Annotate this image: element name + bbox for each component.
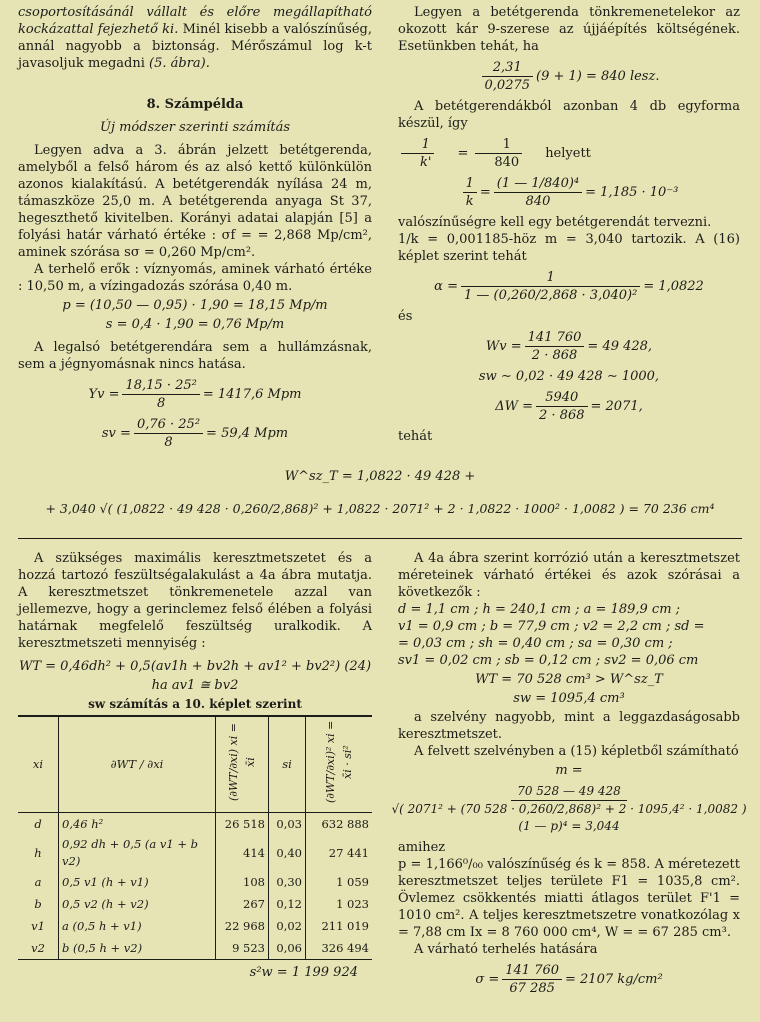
frac-1-kprime-num: 1 xyxy=(401,136,434,154)
equation-1k-lhs-den: k xyxy=(465,194,474,209)
table-head-derivative: ∂WT / ∂xi xyxy=(59,716,216,813)
four-beams-end: helyett xyxy=(545,146,591,161)
cell-si: 0,40 xyxy=(269,835,306,871)
frac-1-840-den: 840 xyxy=(494,155,520,170)
section-subtitle: Új módszer szerinti számítás xyxy=(99,120,291,135)
equation-Wv xyxy=(398,329,740,364)
equation-Wv-lhs: Wv = xyxy=(485,339,522,354)
paragraph-m-value: 1/k = 0,001185-höz m = 3,040 tartozik. A (16) képlet szerint tehát xyxy=(398,232,740,264)
table-head-si: si xyxy=(269,716,306,813)
table-body xyxy=(18,813,372,960)
equation-sigma-numerator: 141 760 xyxy=(502,962,562,980)
equation-sigma-fraction xyxy=(502,962,562,997)
paragraph-given: Legyen adva a 3. ábrán jelzett betétgerenda, amelyből a felső három és az alsó kettő különkülön azonos kialakítású. A betétgerendák nyílása 24 m, támaszköze 25,0 m. A betétgerenda anyaga St 37, hegeszthető kivitelben. Korányi adatai alapján [5] a folyási határ várható értéke : σf = = 2,868 Mp/cm², aminek szórása sσ = 0,260 Mp/cm². xyxy=(18,143,372,260)
paragraph-probability-result: p = 1,166⁰/₀₀ valószínűség és k = 858. A méretezett keresztmetszet teljes területe F1 = 1035,8 cm². Övlemez csökkentés miatti átlagos terület F'1 = 1010 cm². A teljes keresztmetszetre vonatkozólag x = 7,88 cm Ix = 8 760 000 cm⁴, W = = 67 285 cm³. xyxy=(398,857,740,940)
equation-Yv-lhs: Yv = xyxy=(88,387,120,402)
equation-m-numerator: 70 528 — 49 428 xyxy=(511,783,627,801)
table-row xyxy=(18,893,372,915)
equation-WT-result: WT = 70 528 cm³ > W^sz_T xyxy=(475,672,663,687)
equation-m-label: m = xyxy=(555,763,583,778)
equation-sv xyxy=(18,416,372,451)
cell-derivative-value: 9 523 xyxy=(216,937,269,960)
cell-variance: 27 441 xyxy=(306,835,373,871)
equation-alpha-lhs: α = xyxy=(434,279,458,294)
cell-si: 0,02 xyxy=(269,915,306,937)
equation-dW-rhs: = 2071, xyxy=(590,399,643,414)
equation-alpha-denominator: 1 — (0,260/2,868 · 3,040)² xyxy=(463,288,638,303)
left-column-top xyxy=(18,4,372,455)
cell-variable: a xyxy=(34,874,42,889)
cell-si: 0,03 xyxy=(269,813,306,836)
paragraph-probability: valószínűségre kell egy betétgerendát tervezni. xyxy=(398,215,712,230)
equation-1k-lhs xyxy=(463,175,477,210)
paragraph-loads: A terhelő erők : víznyomás, aminek várható értéke : 10,50 m, a vízingadozás szórása 0,40 m. xyxy=(18,262,372,294)
equation-1k: $\frac{1}{k}$ = $\frac{\text{(1 — 1/840)⁴}}{840}$ = 1,185 · 10⁻³ xyxy=(398,175,740,210)
table-head-derivative-value-text: (∂WT/∂xi) xi = x̄i xyxy=(227,723,257,801)
equation-condition: ha av1 ≅ bv2 xyxy=(151,678,239,693)
word-es: és xyxy=(398,309,413,324)
section-title: 8. Számpélda xyxy=(146,97,244,112)
equation-dW-lhs: ΔW = xyxy=(495,399,534,414)
paragraph-four-beams: A betétgerendákból azonban 4 db egyforma készül, így $\frac{1}{k'}$ = $\frac{1}{840}$ helyett xyxy=(398,99,740,170)
table-row xyxy=(18,835,372,871)
equation-Yv-rhs: = 1417,6 Mpm xyxy=(202,387,302,402)
equation-sw-result: sw = 1095,4 cm³ xyxy=(513,691,625,706)
table-row xyxy=(18,937,372,960)
equation-dW-denominator: 2 · 868 xyxy=(539,408,585,423)
values-line-3: = 0,03 cm ; sh = 0,40 cm ; sa = 0,30 cm ; xyxy=(398,636,673,651)
cell-si: 0,30 xyxy=(269,871,306,893)
cell-derivative: 0,5 v2 (h + v2) xyxy=(59,893,216,915)
paragraph-section-larger: a szelvény nagyobb, mint a leggazdaságosabb keresztmetszet. xyxy=(398,710,740,742)
table-sum: s²w = 1 199 924 xyxy=(249,965,358,980)
intro-italic: csoportosításánál vállalt és előre megállapítható kockázattal fejezhető ki. xyxy=(18,5,372,37)
cell-derivative: a (0,5 h + v1) xyxy=(59,915,216,937)
equation-WT: WT = 0,46dh² + 0,5(av1h + bv2h + av1² + bv2²) (24) xyxy=(18,659,372,674)
equation-Wv-numerator: 141 760 xyxy=(525,329,585,347)
paragraph-cross-section: A szükséges maximális keresztmetszetet és a hozzá tartozó feszültségalakulást a 4a ábra mutatja. A keresztmetszet tönkremenetele azzal van jellemezve, hogy a gerinclemez felső élében a folyási határnak megfelelő feszültség uralkodik. A keresztmetszeti mennyiség : xyxy=(18,551,372,651)
equation-Wv-rhs: = 49 428, xyxy=(587,339,653,354)
equation-m-result: (1 — p)⁴ = 3,044 xyxy=(518,819,620,833)
equation-dW xyxy=(398,389,740,424)
equation-dW-fraction xyxy=(536,389,587,424)
cell-variable: b xyxy=(34,896,42,911)
equation-Wv-denominator: 2 · 868 xyxy=(531,348,578,363)
cell-variable: d xyxy=(34,816,42,831)
cell-derivative-value: 108 xyxy=(216,871,269,893)
equation-840-numerator: 2,31 xyxy=(482,59,534,77)
equation-Yv-numerator: 18,15 · 25² xyxy=(122,377,199,395)
cell-derivative-value: 267 xyxy=(216,893,269,915)
cell-derivative-value: 26 518 xyxy=(216,813,269,836)
word-tehat: tehát xyxy=(398,429,433,444)
cell-variable: v2 xyxy=(18,937,59,960)
equation-sigma-denominator: 67 285 xyxy=(509,981,555,996)
equation-Wv-fraction xyxy=(525,329,585,364)
cell-derivative: 0,92 dh + 0,5 (a v1 + b v2) xyxy=(59,835,216,871)
left-column-bottom xyxy=(18,550,372,981)
equation-wide-line1: W^sz_T = 1,0822 · 49 428 + xyxy=(284,469,476,484)
paragraph-computable: A felvett szelvényben a (15) képletből számítható xyxy=(414,744,739,759)
table-caption: sw számítás a 10. képlet szerint xyxy=(88,697,302,711)
cell-derivative: b (0,5 h + v2) xyxy=(59,937,216,960)
equation-alpha-numerator: 1 xyxy=(461,269,640,287)
equation-1k-lhs-num: 1 xyxy=(463,175,477,193)
values-line-1: d = 1,1 cm ; h = 240,1 cm ; a = 189,9 cm ; xyxy=(398,602,681,617)
equation-sw-approx: sw ∼ 0,02 · 49 428 ∼ 1000, xyxy=(478,369,660,384)
values-line-2: v1 = 0,9 cm ; b = 77,9 cm ; v2 = 2,2 cm ; sd = xyxy=(398,619,705,634)
equation-1k-denominator: 840 xyxy=(525,194,551,209)
table-row xyxy=(18,871,372,893)
equation-Yv xyxy=(18,377,372,412)
frac-1-kprime-den: k' xyxy=(420,155,432,170)
frac-1-840 xyxy=(475,136,522,171)
cell-si: 0,12 xyxy=(269,893,306,915)
paragraph-bottom-beam: A legalsó betétgerendára sem a hullámzásnak, sem a jégnyomásnak nincs hatása. xyxy=(18,340,372,372)
cell-variance: 632 888 xyxy=(306,813,373,836)
intro-paragraph xyxy=(18,4,372,72)
four-beams-text: A betétgerendákból azonban 4 db egyforma készül, így xyxy=(398,99,740,131)
equation-sv-denominator: 8 xyxy=(164,435,173,450)
table-head-variance xyxy=(306,716,373,813)
equation-sigma xyxy=(398,962,740,997)
equation-Yv-denominator: 8 xyxy=(157,396,166,411)
equation-s: s = 0,4 · 1,90 = 0,76 Mp/m xyxy=(105,317,285,332)
word-amihez: amihez xyxy=(398,840,446,855)
table-row xyxy=(18,813,372,836)
intro-figure-ref: (5. ábra). xyxy=(149,56,210,71)
paragraph-expected-load: A várható terhelés hatására xyxy=(414,942,598,957)
table-head-derivative-value xyxy=(216,716,269,813)
paragraph-corrosion: A 4a ábra szerint korrózió után a keresztmetszet méreteinek várható értékei és azok szórásai a következők : xyxy=(398,551,740,600)
cell-variance: 1 059 xyxy=(306,871,373,893)
right-column-bottom xyxy=(391,550,747,1001)
cell-derivative-value: 22 968 xyxy=(216,915,269,937)
cell-variable: v1 xyxy=(31,918,45,933)
cell-derivative: 0,46 h² xyxy=(59,813,216,836)
equation-sigma-lhs: σ = xyxy=(475,972,500,987)
equation-sigma-rhs: = 2107 kg/cm² xyxy=(565,972,663,987)
table-head-xi: xi xyxy=(18,716,59,813)
cell-derivative: 0,5 v1 (h + v1) xyxy=(59,871,216,893)
table-header-row xyxy=(18,716,372,813)
equation-840 xyxy=(398,59,740,94)
equation-1k-numerator: (1 — 1/840)⁴ xyxy=(494,175,582,193)
cell-si: 0,06 xyxy=(269,937,306,960)
table-row xyxy=(18,915,372,937)
equation-1k-rhs: = 1,185 · 10⁻³ xyxy=(585,185,679,200)
equation-Yv-fraction xyxy=(122,377,199,412)
cell-variance: 1 023 xyxy=(306,893,373,915)
equation-dW-numerator: 5940 xyxy=(536,389,587,407)
frac-1-840-num: 1 xyxy=(475,136,522,154)
equation-alpha-rhs: = 1,0822 xyxy=(643,279,704,294)
right-column-top xyxy=(398,4,740,445)
intro-rest: Minél kisebb a valószínűség, annál nagyobb a biztonság. Mérőszámul log k-t javasoljuk megadni xyxy=(18,22,372,71)
equation-p: p = (10,50 — 0,95) · 1,90 = 18,15 Mp/m xyxy=(62,298,328,313)
equation-m xyxy=(391,783,747,835)
section-divider xyxy=(18,538,742,539)
cell-variable: h xyxy=(34,845,42,860)
equation-m-denominator: √( 2071² + (70 528 · 0,260/2,868)² + 2 · 1095,4² · 1,0082 ) xyxy=(391,802,747,816)
equation-sv-rhs: = 59,4 Mpm xyxy=(206,426,289,441)
paragraph-damage: Legyen a betétgerenda tönkremenetelekor az okozott kár 9-szerese az újjáépítés költségének. Esetünkben tehát, ha xyxy=(398,5,740,54)
equation-wide-line2: + 3,040 √( (1,0822 · 49 428 · 0,260/2,868)² + 1,0822 · 2071² + 2 · 1,0822 · 1000² · 1,0082 ) = 70 236 cm⁴ xyxy=(45,501,715,516)
equation-840-fraction xyxy=(482,59,534,94)
sw-table xyxy=(18,715,372,960)
table-head-variance-text: (∂WT/∂xi)² xi = x̄i · si² xyxy=(324,720,354,804)
cell-variance: 211 019 xyxy=(306,915,373,937)
cell-variance: 326 494 xyxy=(306,937,373,960)
equation-alpha xyxy=(398,269,740,304)
equation-840-denominator: 0,0275 xyxy=(484,78,531,93)
equation-alpha-fraction xyxy=(461,269,640,304)
equation-sv-fraction xyxy=(134,416,203,451)
values-line-4: sv1 = 0,02 cm ; sb = 0,12 cm ; sv2 = 0,06 cm xyxy=(398,653,699,668)
frac-1-kprime xyxy=(401,136,434,171)
cell-derivative-value: 414 xyxy=(216,835,269,871)
equation-sv-numerator: 0,76 · 25² xyxy=(134,416,203,434)
equation-1k-fraction xyxy=(494,175,582,210)
equation-sv-lhs: sv = xyxy=(101,426,131,441)
equation-840-rhs: (9 + 1) = 840 lesz. xyxy=(536,69,660,84)
